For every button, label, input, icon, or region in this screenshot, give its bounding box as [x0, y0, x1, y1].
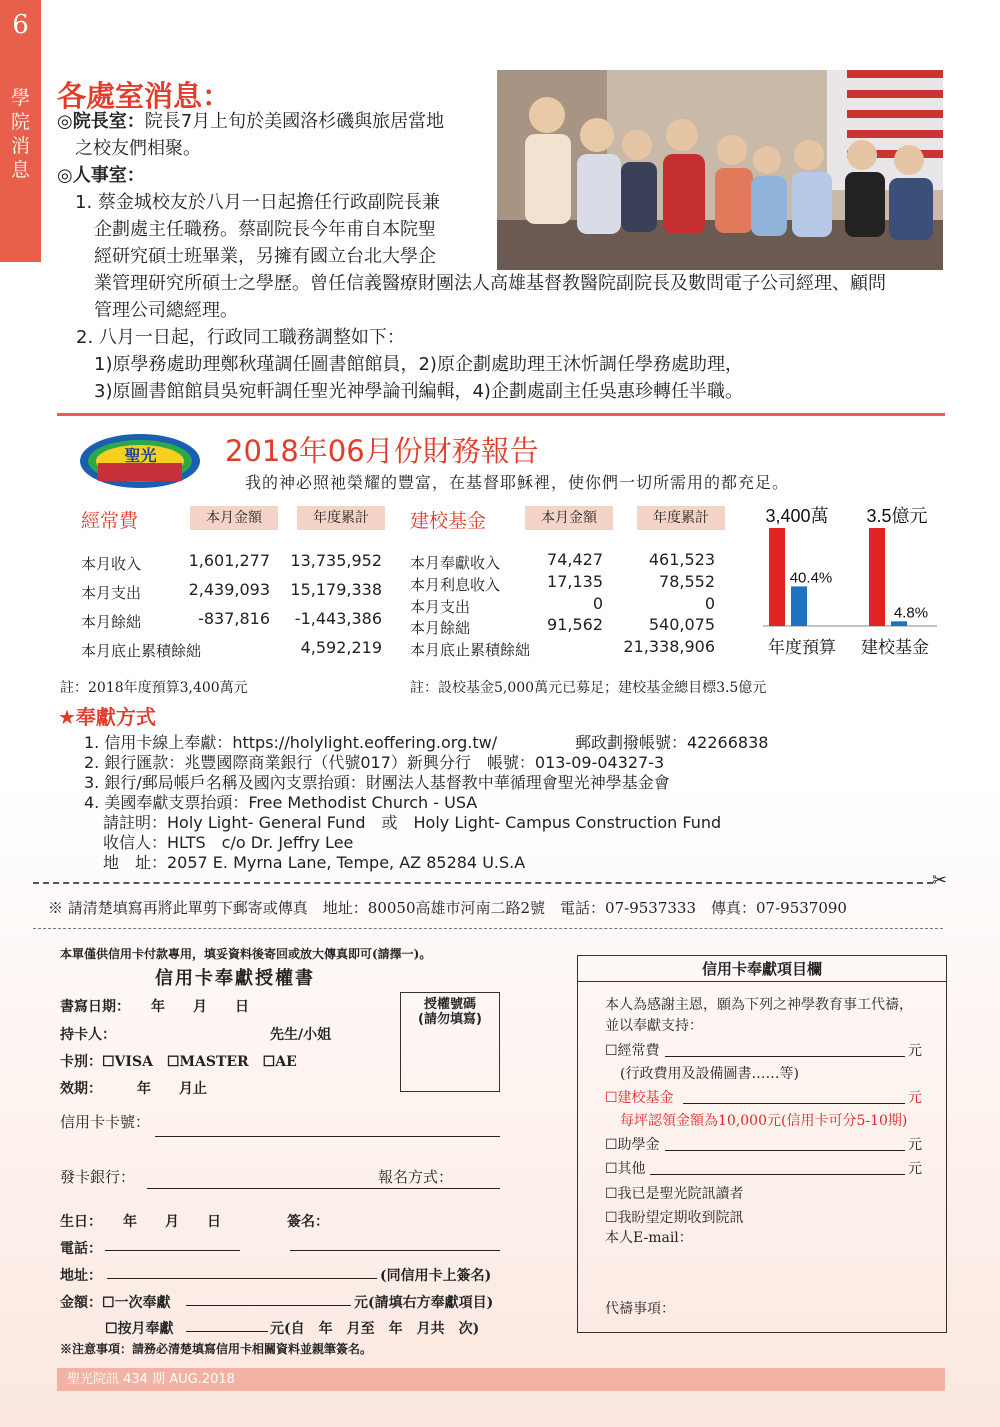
- offering-line-2: 2. 銀行匯款：兆豐國際商業銀行（代號017）新興分行 帳號：013-09-04327-3: [84, 753, 665, 772]
- item-want[interactable]: ☐我盼望定期收到院訊: [605, 1210, 744, 1226]
- building-row-label: 本月利息收入: [410, 576, 501, 594]
- general-note: 註：2018年度預算3,400萬元: [60, 680, 248, 696]
- hr-text: 3)原圖書館館員吳宛軒調任聖光神學論刊編輯，4)企劃處副主任吳惠珍轉任半職。: [94, 381, 743, 402]
- general-row-label: 本月底止累積餘絀: [81, 642, 202, 660]
- general-col-year: 年度累計: [297, 506, 385, 530]
- items-intro: 並以奉獻支持：: [605, 1018, 703, 1034]
- item-email: 本人E-mail：: [605, 1230, 693, 1246]
- form-date: 書寫日期： 年 月 日: [60, 999, 249, 1015]
- other-amount-line[interactable]: [650, 1174, 905, 1175]
- building-row-month: 17,135: [547, 572, 603, 591]
- item-other[interactable]: ☐其他: [605, 1161, 646, 1177]
- building-row-year: 540,075: [648, 615, 715, 634]
- category-label: 年度預算: [768, 638, 836, 658]
- amount-input[interactable]: [186, 1305, 351, 1306]
- general-row-label: 本月餘絀: [81, 613, 142, 631]
- general-row-label: 本月收入: [81, 555, 142, 573]
- general-row-label: 本月支出: [81, 584, 142, 602]
- building-row-month: 91,562: [547, 615, 603, 634]
- yuan-label: 元: [908, 1090, 922, 1106]
- monthly-input[interactable]: [186, 1331, 268, 1332]
- card-no-input[interactable]: [155, 1136, 500, 1137]
- general-col-month: 本月金額: [190, 506, 278, 530]
- general-row-year: -1,443,386: [294, 609, 382, 628]
- offering-line-5: 請註明：Holy Light- General Fund 或 Holy Light- Campus Construction Fund: [103, 813, 722, 832]
- form-birthday: 生日： 年 月 日: [60, 1214, 221, 1230]
- offering-line-1: 1. 信用卡線上奉獻：https://holylight.eoffering.org.tw/: [84, 733, 498, 752]
- hr-news: [94, 270, 954, 324]
- page-number: 6: [12, 10, 29, 40]
- general-row-year: 13,735,952: [290, 551, 382, 570]
- data-label: 4.8%: [893, 604, 929, 622]
- group-photo: [497, 70, 943, 270]
- finance-title: 2018年06月份財務報告: [225, 434, 539, 468]
- side-label-char: 學: [10, 87, 30, 109]
- form-phone: 電話：: [60, 1241, 102, 1257]
- general-row-month: 2,439,093: [188, 580, 270, 599]
- form-contact-label: 報名方式：: [378, 1168, 454, 1186]
- building-row-label: 本月奉獻收入: [410, 554, 501, 572]
- yuan-label: 元: [908, 1137, 922, 1153]
- offering-line-7: 地 址：2057 E. Myrna Lane, Tempe, AZ 85284 U.S.A: [103, 853, 526, 872]
- general-row-month: 1,601,277: [188, 551, 270, 570]
- hr-label: ◎人事室：: [57, 165, 145, 186]
- bar-target-building: [869, 528, 885, 626]
- president-news: [57, 108, 487, 270]
- mail-info: ※ 請清楚填寫再將此單剪下郵寄或傳真 地址：80050高雄市河南二路2號 電話：07-9537333 傳真：07-9537090: [48, 899, 847, 917]
- offering-line-6: 收信人：HLTS c/o Dr. Jeffry Lee: [103, 833, 354, 852]
- phone-input[interactable]: [105, 1250, 240, 1251]
- fund-progress-chart: [755, 500, 945, 665]
- item-reader[interactable]: ☐我已是聖光院訊讀者: [605, 1186, 744, 1202]
- hr-text: 1. 蔡金城校友於八月一日起擔任行政副院長兼: [75, 192, 440, 213]
- form-address: 地址：: [60, 1268, 102, 1284]
- items-title: 信用卡奉獻項目欄: [577, 955, 947, 982]
- building-row-year: 78,552: [659, 572, 715, 591]
- form-card-no-label: 信用卡卡號：: [60, 1113, 151, 1131]
- form-expiry: 效期： 年 月止: [60, 1081, 207, 1097]
- hr-text: 業管理研究所碩士之學歷。曾任信義醫療財團法人高雄基督教醫院副院長及數問電子公司經理、顧問: [94, 273, 886, 294]
- side-label: [0, 86, 41, 182]
- finance-verse: 我的神必照祂榮耀的豐富，在基督耶穌裡，使你們一切所需用的都充足。: [245, 473, 790, 492]
- scholarship-amount-line[interactable]: [665, 1150, 905, 1151]
- building-row-label: 本月底止累積餘絀: [410, 641, 531, 659]
- president-text: 院長7月上旬於美國洛杉磯與旅居當地: [144, 111, 445, 132]
- side-label-char: 消: [10, 135, 30, 157]
- hr-text: 經研究碩士班畢業，另擁有國立台北大學企: [94, 246, 436, 267]
- building-fund-heading: 建校基金: [410, 510, 487, 532]
- building-row-label: 本月支出: [410, 598, 471, 616]
- logo-text: 聖光: [124, 446, 157, 465]
- building-col-month: 本月金額: [525, 506, 613, 530]
- target-label: 3,400萬: [765, 506, 829, 526]
- form-holder: 持卡人：: [60, 1027, 116, 1043]
- general-row-month: -837,816: [198, 609, 270, 628]
- item-general[interactable]: ☐經常費: [605, 1043, 660, 1059]
- hr-text: 企劃處主任職務。蔡副院長今年甫自本院聖: [94, 219, 436, 240]
- hr-news-2: [76, 324, 946, 405]
- form-amount: 金額：☐一次奉獻: [60, 1295, 171, 1311]
- building-row-year: 0: [704, 594, 715, 613]
- item-building[interactable]: ☐建校基金: [605, 1090, 674, 1106]
- hr-text: 2. 八月一日起，行政同工職務調整如下：: [76, 327, 405, 348]
- form-note: 本單僅供信用卡付款專用，填妥資料後寄回或放大傳真即可(請擇一)。: [60, 947, 432, 961]
- president-label: ◎院長室：: [57, 111, 145, 132]
- item-building-note: 每坪認領金額為10,000元(信用卡可分5-10期): [620, 1113, 908, 1129]
- building-row-month: 0: [592, 594, 603, 613]
- item-scholarship[interactable]: ☐助學金: [605, 1137, 660, 1153]
- building-amount-line[interactable]: [683, 1103, 905, 1104]
- form-divider: [33, 928, 943, 929]
- president-text: 之校友們相聚。: [75, 138, 201, 159]
- building-row-month: 74,427: [547, 550, 603, 569]
- hr-text: 1)原學務處助理鄭秋瑾調任圖書館館員，2)原企劃處助理王沐忻調任學務處助理，: [94, 354, 743, 375]
- building-note: 註：設校基金5,000萬元已募足；建校基金總目標3.5億元: [410, 680, 767, 696]
- bank-input[interactable]: [147, 1188, 500, 1189]
- form-bank-label: 發卡銀行：: [60, 1168, 136, 1186]
- item-prayer: 代禱事項：: [605, 1301, 675, 1317]
- bar-achieved-budget: [791, 586, 807, 626]
- yuan-label: 元: [908, 1161, 922, 1177]
- data-label: 40.4%: [789, 569, 833, 587]
- bar-target-budget: [769, 528, 785, 626]
- form-sign: 簽名：: [287, 1214, 329, 1230]
- general-row-year: 15,179,338: [290, 580, 382, 599]
- school-logo: [78, 432, 203, 490]
- building-row-year: 461,523: [648, 550, 715, 569]
- building-row-year: 21,338,906: [623, 637, 715, 656]
- item-general-note: (行政費用及設備圖書……等): [620, 1066, 799, 1082]
- hr-text: 管理公司總經理。: [94, 300, 238, 321]
- section-divider: [57, 413, 945, 416]
- general-row-year: 4,592,219: [300, 638, 382, 657]
- form-card-type: 卡別：☐VISA ☐MASTER ☐AE: [60, 1054, 297, 1070]
- scissors-icon: ✂: [932, 870, 948, 891]
- form-address-suffix: (同信用卡上簽名): [380, 1268, 492, 1284]
- news-title: 各處室消息：: [57, 79, 232, 113]
- bar-achieved-building: [891, 621, 907, 626]
- general-fund-heading: 經常費: [81, 510, 139, 532]
- form-monthly-suffix: 元(自 年 月至 年 月共 次): [270, 1321, 480, 1337]
- group-photo-drawing: [497, 70, 943, 270]
- category-label: 建校基金: [861, 638, 929, 658]
- form-title: 信用卡奉獻授權書: [155, 968, 315, 989]
- offering-postal: 郵政劃撥帳號：42266838: [575, 733, 769, 752]
- sign-input[interactable]: [290, 1250, 500, 1251]
- yuan-label: 元: [908, 1043, 922, 1059]
- address-input[interactable]: [107, 1278, 377, 1279]
- auth-code-box: 授權號碼 (請勿填寫): [400, 992, 500, 1092]
- items-intro: 本人為感謝主恩，願為下列之神學教育事工代禱，: [605, 997, 913, 1013]
- cut-line: [33, 882, 933, 884]
- form-warning: ※注意事項：請務必清楚填寫信用卡相關資料並親筆簽名。: [60, 1342, 373, 1356]
- offering-line-4: 4. 美國奉獻支票抬頭：Free Methodist Church - USA: [84, 793, 478, 812]
- form-title-suffix: 先生/小姐: [270, 1027, 332, 1043]
- side-label-char: 院: [10, 111, 30, 133]
- target-label: 3.5億元: [866, 506, 928, 526]
- building-col-year: 年度累計: [637, 506, 725, 530]
- form-amount-suffix: 元(請填右方奉獻項目): [354, 1295, 494, 1311]
- building-row-label: 本月餘絀: [410, 619, 471, 637]
- page-footer: 聖光院訊 434 期 AUG.2018: [57, 1368, 945, 1391]
- offering-title: ★奉獻方式: [58, 705, 156, 729]
- offering-line-3: 3. 銀行/郵局帳戶名稱及國內支票抬頭：財團法人基督教中華循理會聖光神學基金會: [84, 773, 670, 792]
- side-label-char: 息: [10, 159, 30, 181]
- general-amount-line[interactable]: [665, 1056, 905, 1057]
- form-monthly: ☐按月奉獻: [105, 1321, 174, 1337]
